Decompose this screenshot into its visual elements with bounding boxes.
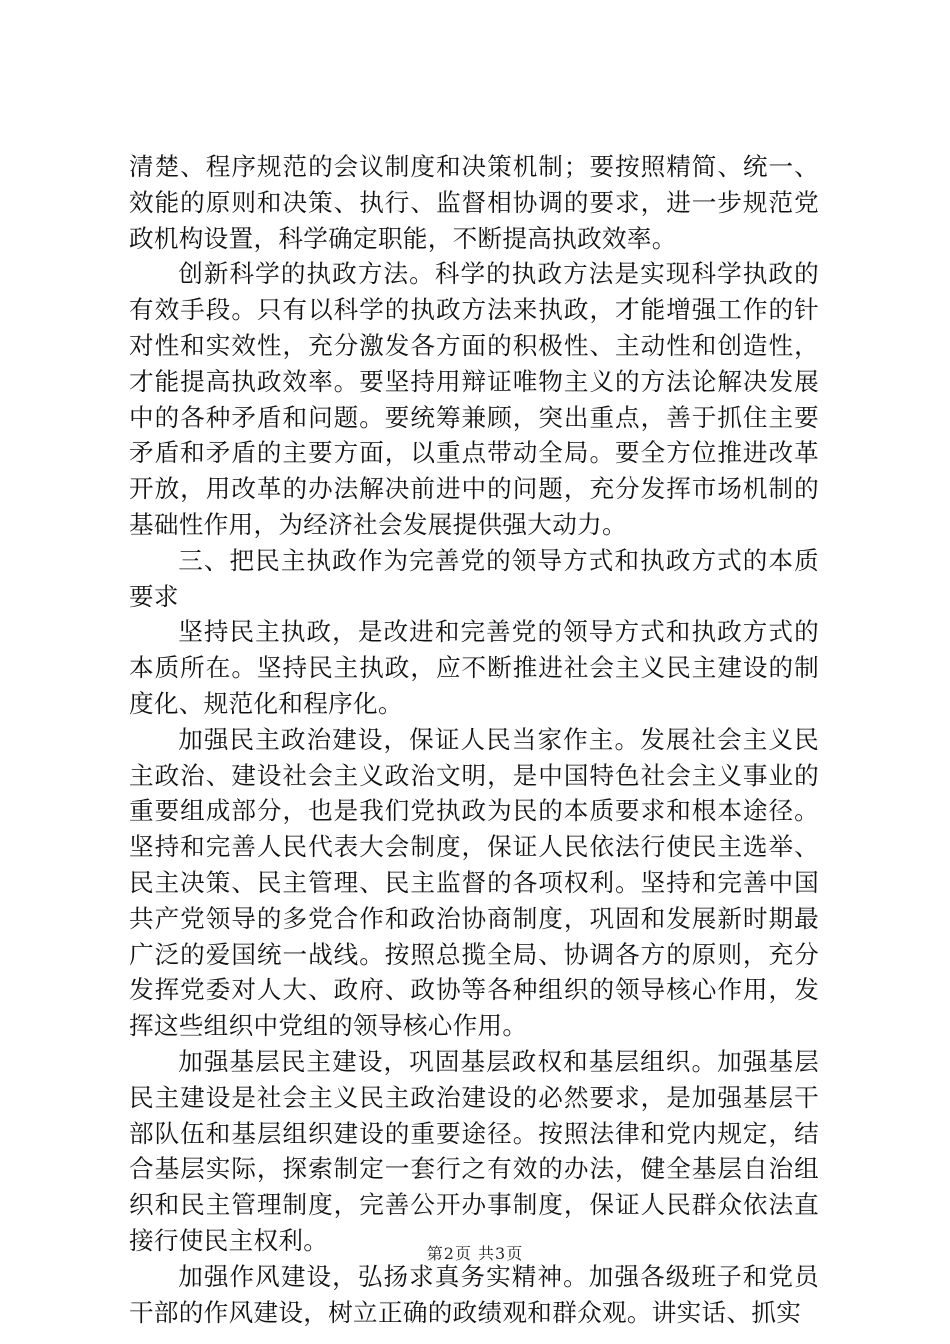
paragraph-6: 加强基层民主建设，巩固基层政权和基层组织。加强基层民主建设是社会主义民主政治建设的必然要求，是加强基层干部队伍和基层组织建设的重要途径。按照法律和党内规定，结合基层实际，探索制定一套行之有效的办法，健全基层自治组织和民主管理制度，完善公开办事制度，保证人民群众依法直接行使民主权利。 [129, 1046, 819, 1255]
document-body [129, 149, 819, 1330]
paragraph-1: 清楚、程序规范的会议制度和决策机制；要按照精简、统一、效能的原则和决策、执行、监督相协调的要求，进一步规范党政机构设置，科学确定职能，不断提高执政效率。 [129, 152, 819, 253]
paragraph-4: 坚持民主执政，是改进和完善党的领导方式和执政方式的本质所在。坚持民主执政，应不断推进社会主义民主建设的制度化、规范化和程序化。 [129, 617, 819, 718]
section-heading-3: 三、把民主执政作为完善党的领导方式和执政方式的本质要求 [129, 545, 819, 611]
paragraph-2: 创新科学的执政方法。科学的执政方法是实现科学执政的有效手段。只有以科学的执政方法来执政，才能增强工作的针对性和实效性，充分激发各方面的积极性、主动性和创造性，才能提高执政效率。要坚持用辩证唯物主义的方法论解决发展中的各种矛盾和问题。要统筹兼顾，突出重点，善于抓住主要矛盾和矛盾的主要方面，以重点带动全局。要全方位推进改革开放，用改革的办法解决前进中的问题，充分发挥市场机制的基础性作用，为经济社会发展提供强大动力。 [129, 259, 819, 539]
page-number-footer: 第2页 共3页 [426, 1244, 524, 1263]
paragraph-5: 加强民主政治建设，保证人民当家作主。发展社会主义民主政治、建设社会主义政治文明，是中国特色社会主义事业的重要组成部分，也是我们党执政为民的本质要求和根本途径。坚持和完善人民代表大会制度，保证人民依法行使民主选举、民主决策、民主管理、民主监督的各项权利。坚持和完善中国共产党领导的多党合作和政治协商制度，巩固和发展新时期最广泛的爱国统一战线。按照总揽全局、协调各方的原则，充分发挥党委对人大、政府、政协等各种组织的领导核心作用，发挥这些组织中党组的领导核心作用。 [129, 724, 819, 1041]
paragraph-7: 加强作风建设，弘扬求真务实精神。加强各级班子和党员干部的作风建设，树立正确的政绩观和群众观。讲实话、抓实 [129, 1261, 819, 1327]
